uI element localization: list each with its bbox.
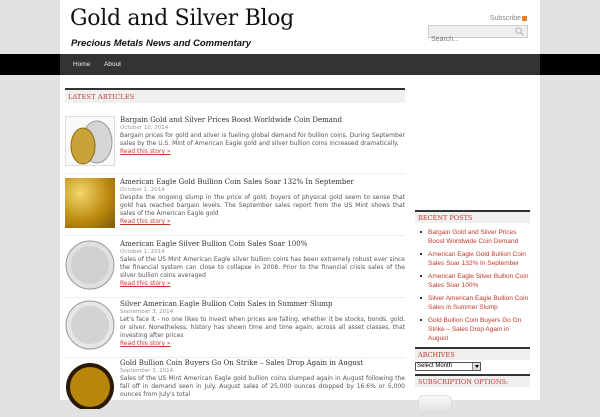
article-thumbnail[interactable] bbox=[65, 240, 115, 290]
article-date: September 3, 2014 bbox=[120, 368, 174, 374]
article-date: October 1, 2014 bbox=[120, 249, 165, 255]
section-title: LATEST ARTICLES bbox=[65, 88, 405, 103]
search-box[interactable] bbox=[428, 25, 528, 38]
read-more-link[interactable]: Read this story » bbox=[120, 218, 171, 225]
subscription-title: SUBSCRIPTION OPTIONS: bbox=[415, 374, 530, 387]
article-title[interactable]: Gold Bullion Coin Buyers Go On Strike – Sales Drop Again in August bbox=[120, 359, 364, 367]
subscribe-label: Subscribe bbox=[489, 15, 521, 22]
article-thumbnail[interactable] bbox=[65, 359, 115, 409]
sidebar bbox=[415, 210, 530, 415]
article-item bbox=[65, 240, 405, 298]
read-more-link[interactable]: Read this story » bbox=[120, 280, 171, 287]
article-excerpt: Despite the ongoing slump in the price of gold, buyers of physical gold seem to sense that gold has reached bargain levels. The September sales report from the US Mint shows that sales of the American Eagle gold bbox=[120, 194, 405, 217]
search-input[interactable] bbox=[429, 34, 509, 45]
article-excerpt: Let's face it - no one likes to invest when prices are falling, whether it be stocks, bonds, gold, or silver. Nonetheless, history has shown time and time again, across all asset classes, that investing after prices bbox=[120, 316, 405, 339]
page-container bbox=[60, 0, 540, 400]
read-more-link[interactable]: Read this story » bbox=[120, 148, 171, 155]
chevron-down-icon[interactable] bbox=[472, 363, 480, 370]
recent-post-link[interactable]: Gold Bullion Coin Buyers Go On Strike – Sales Drop Again in August bbox=[418, 316, 530, 343]
recent-post-link[interactable]: American Eagle Gold Bullion Coin Sales Soar 132% In September bbox=[418, 250, 530, 268]
article-thumbnail[interactable] bbox=[65, 178, 115, 228]
article-item bbox=[65, 178, 405, 236]
recent-posts-title: RECENT POSTS bbox=[415, 210, 530, 223]
archives-select-value: Select Month bbox=[417, 363, 453, 369]
site-header bbox=[60, 0, 540, 54]
site-tagline: Precious Metals News and Commentary bbox=[71, 38, 252, 49]
main-content bbox=[65, 88, 405, 398]
article-item bbox=[65, 116, 405, 174]
recent-post-link[interactable]: American Eagle Silver Bullion Coin Sales Soar 100% bbox=[418, 272, 530, 290]
article-date: October 10, 2014 bbox=[120, 125, 169, 131]
article-date: September 3, 2014 bbox=[120, 309, 174, 315]
article-item bbox=[65, 300, 405, 358]
nav-home[interactable]: Home bbox=[73, 61, 91, 68]
article-date: October 1, 2014 bbox=[120, 187, 165, 193]
article-thumbnail[interactable] bbox=[65, 300, 115, 350]
article-title[interactable]: Bargain Gold and Silver Prices Boost Worldwide Coin Demand bbox=[120, 116, 342, 124]
main-nav bbox=[60, 54, 540, 75]
archives-select[interactable] bbox=[415, 362, 481, 371]
article-title[interactable]: Silver American Eagle Bullion Coin Sales in Summer Slump bbox=[120, 300, 333, 308]
subscribe-link[interactable] bbox=[490, 15, 527, 22]
article-title[interactable]: American Eagle Gold Bullion Coin Sales Soar 132% In September bbox=[120, 178, 354, 186]
archives-title: ARCHIVES bbox=[415, 347, 530, 360]
site-title[interactable]: Gold and Silver Blog bbox=[70, 6, 294, 31]
recent-post-link[interactable]: Bargain Gold and Silver Prices Boost Worldwide Coin Demand bbox=[418, 228, 530, 246]
article-excerpt: Bargain prices for gold and silver is fueling global demand for bullion coins. During September sales by the U.S. Mint of American Eagle gold and silver bullion coins increased dramatically. bbox=[120, 132, 405, 147]
rss-feed-icon[interactable] bbox=[418, 395, 452, 415]
recent-post-link[interactable]: Silver American Eagle Bullion Coin Sales in Summer Slump bbox=[418, 294, 530, 312]
article-excerpt: Sales of the US Mint American Eagle gold bullion coins slumped again in August following the fall off in demand seen in July. August sales of 25,000 ounces dropped by 16.6% or 5,000 ounces from July's total bbox=[120, 375, 405, 398]
article-thumbnail[interactable] bbox=[65, 116, 115, 166]
rss-icon bbox=[522, 16, 527, 21]
read-more-link[interactable]: Read this story » bbox=[120, 340, 171, 347]
article-title[interactable]: American Eagle Silver Bullion Coin Sales Soar 100% bbox=[120, 240, 308, 248]
search-icon[interactable] bbox=[515, 27, 524, 36]
article-item bbox=[65, 359, 405, 417]
recent-posts-list bbox=[415, 223, 530, 343]
article-excerpt: Sales of the US Mint American Eagle silver bullion coins has been extremely robust ever since the financial system can close to collapse in 2008. Prior to the financial crisis sales of the silver bullion coins averaged bbox=[120, 256, 405, 279]
nav-about[interactable]: About bbox=[104, 61, 121, 68]
